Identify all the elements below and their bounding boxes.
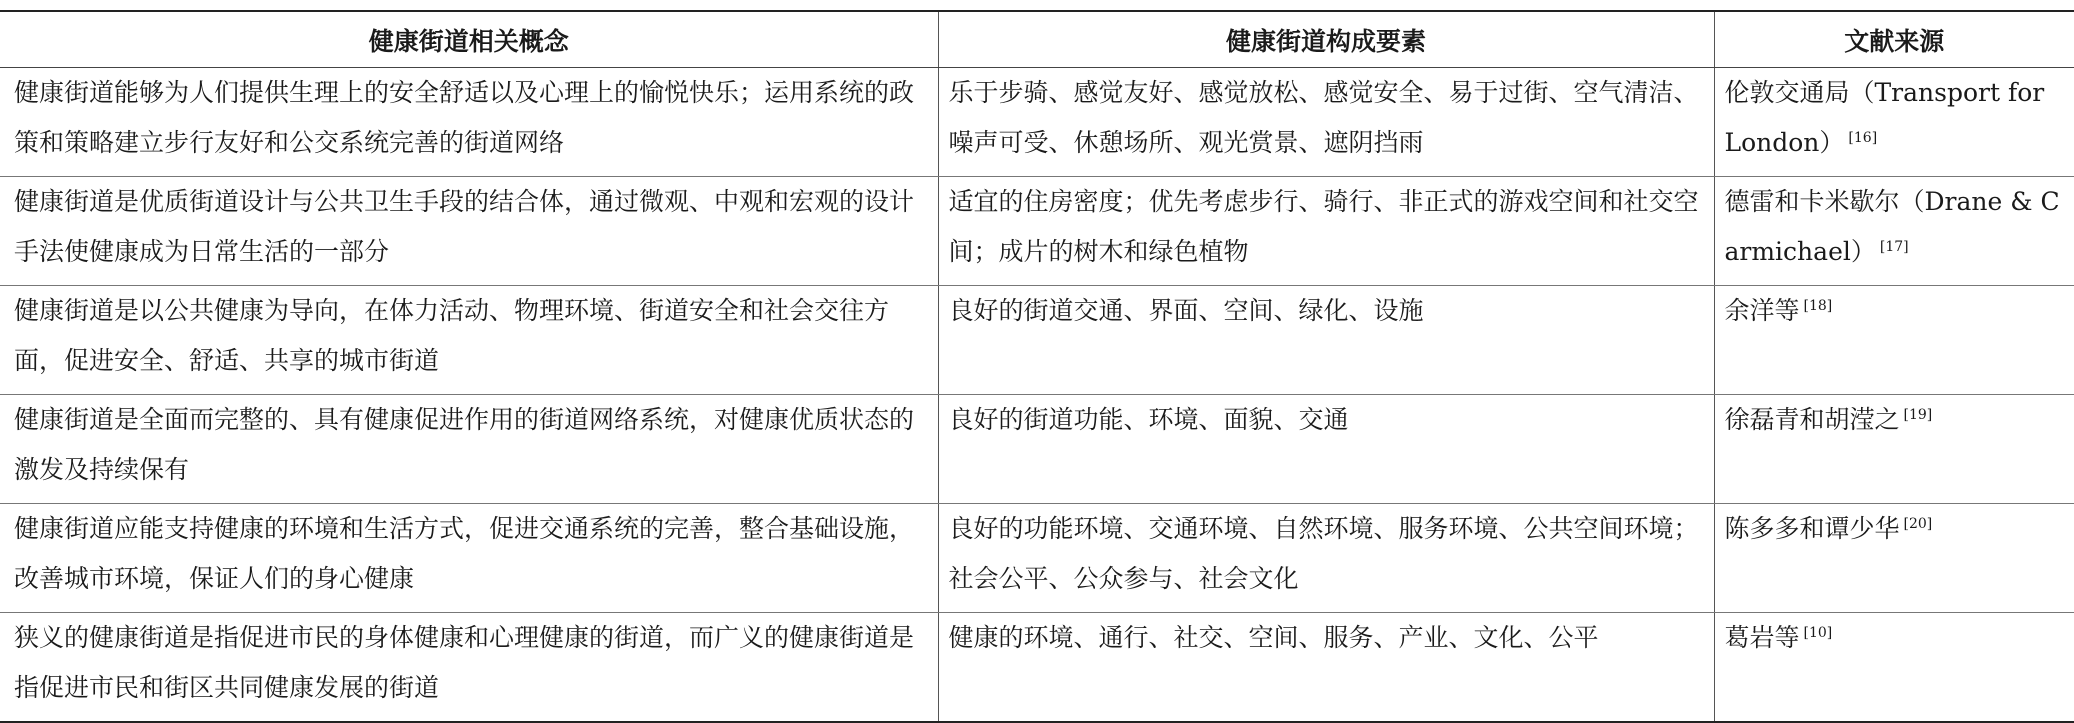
source-cell [1714, 286, 2074, 395]
table-row [0, 613, 2074, 723]
elements-cell: 适宜的住房密度；优先考虑步行、骑行、非正式的游戏空间和社交空间；成片的树木和绿色植物 [938, 177, 1714, 286]
elements-cell: 良好的街道交通、界面、空间、绿化、设施 [938, 286, 1714, 395]
source-cell [1714, 504, 2074, 613]
table-row [0, 504, 2074, 613]
source-text: 伦敦交通局（Transport for London） [1724, 78, 2045, 157]
source-text: 陈多多和谭少华 [1724, 514, 1900, 543]
reference-marker: [18] [1803, 297, 1833, 314]
elements-cell: 健康的环境、通行、社交、空间、服务、产业、文化、公平 [938, 613, 1714, 723]
table-row [0, 395, 2074, 504]
reference-marker: [19] [1903, 406, 1933, 423]
concept-cell: 健康街道是优质街道设计与公共卫生手段的结合体，通过微观、中观和宏观的设计手法使健康成为日常生活的一部分 [0, 177, 938, 286]
source-cell [1714, 395, 2074, 504]
header-concept: 健康街道相关概念 [0, 11, 938, 68]
source-text: 余洋等 [1724, 296, 1800, 325]
table-header [0, 11, 2074, 68]
reference-marker: [10] [1803, 624, 1833, 641]
concept-cell: 健康街道是全面而完整的、具有健康促进作用的街道网络系统，对健康优质状态的激发及持续保有 [0, 395, 938, 504]
reference-marker: [16] [1848, 129, 1878, 146]
table-row [0, 68, 2074, 177]
concept-cell: 狭义的健康街道是指促进市民的身体健康和心理健康的街道，而广义的健康街道是指促进市民和街区共同健康发展的街道 [0, 613, 938, 723]
source-text: 德雷和卡米歇尔（Drane & Carmichael） [1724, 187, 2060, 266]
table-row [0, 286, 2074, 395]
source-text: 徐磊青和胡滢之 [1724, 405, 1900, 434]
concept-cell: 健康街道应能支持健康的环境和生活方式，促进交通系统的完善，整合基础设施，改善城市环境，保证人们的身心健康 [0, 504, 938, 613]
reference-marker: [20] [1903, 515, 1933, 532]
concept-table [0, 10, 2074, 723]
header-row [0, 11, 2074, 68]
reference-marker: [17] [1879, 238, 1909, 255]
elements-cell: 良好的功能环境、交通环境、自然环境、服务环境、公共空间环境；社会公平、公众参与、社会文化 [938, 504, 1714, 613]
source-cell [1714, 68, 2074, 177]
concept-cell: 健康街道是以公共健康为导向，在体力活动、物理环境、街道安全和社会交往方面，促进安全、舒适、共享的城市街道 [0, 286, 938, 395]
table-row [0, 177, 2074, 286]
concept-cell: 健康街道能够为人们提供生理上的安全舒适以及心理上的愉悦快乐；运用系统的政策和策略建立步行友好和公交系统完善的街道网络 [0, 68, 938, 177]
source-cell [1714, 177, 2074, 286]
source-cell [1714, 613, 2074, 723]
elements-cell: 乐于步骑、感觉友好、感觉放松、感觉安全、易于过街、空气清洁、噪声可受、休憩场所、观光赏景、遮阴挡雨 [938, 68, 1714, 177]
header-source: 文献来源 [1714, 11, 2074, 68]
source-text: 葛岩等 [1724, 623, 1800, 652]
header-elements: 健康街道构成要素 [938, 11, 1714, 68]
elements-cell: 良好的街道功能、环境、面貌、交通 [938, 395, 1714, 504]
table-body [0, 68, 2074, 723]
